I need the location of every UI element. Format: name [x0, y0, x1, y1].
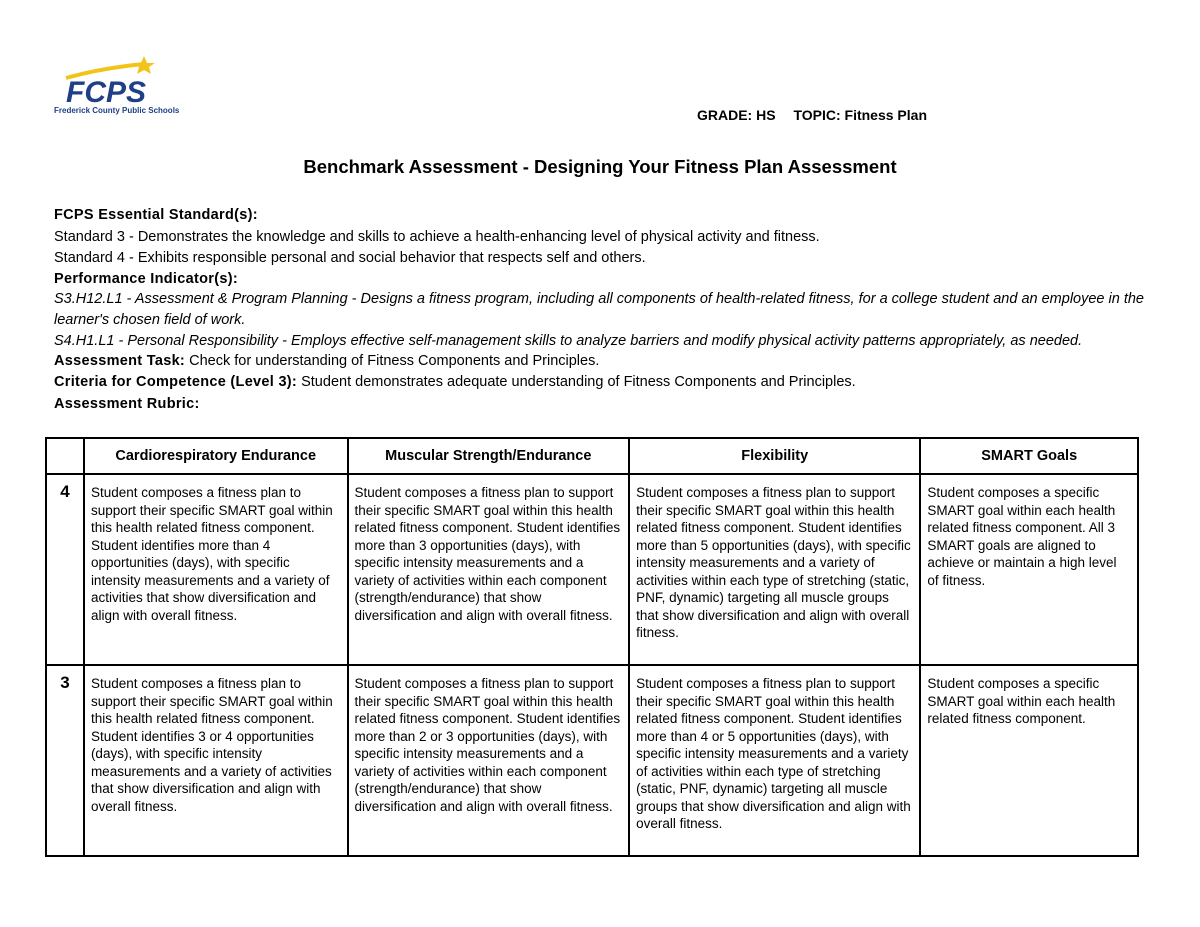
level-cell: 4: [46, 474, 84, 665]
table-row: [46, 474, 1138, 665]
rubric-cell: Student composes a specific SMART goal within each health related fitness component.: [920, 665, 1138, 856]
assessment-info: [54, 205, 1144, 415]
standard-item: Standard 3 - Demonstrates the knowledge and skills to achieve a health-enhancing level of physical activity and fitness.: [54, 228, 820, 245]
rubric-cell: Student composes a fitness plan to support their specific SMART goal within this health related fitness component. Student identifies more than 2 or 3 opportunities (days), with specific intensity measurements and a variety of activities within each component (strength/endurance) that show diversification and align with overall fitness.: [348, 665, 630, 856]
rubric-cell: Student composes a specific SMART goal within each health related fitness component. All 3 SMART goals are aligned to achieve or maintain a high level of fitness.: [920, 474, 1138, 665]
table-row: [46, 665, 1138, 856]
indicator-item: S4.H1.L1 - Personal Responsibility - Employs effective self-management skills to analyze barriers and modify physical activity patterns appropriately, as needed.: [54, 332, 1083, 349]
standard-item: Standard 4 - Exhibits responsible personal and social behavior that respects self and others.: [54, 250, 646, 266]
fcps-logo-graphic: [52, 56, 172, 106]
page-title: Benchmark Assessment - Designing Your Fitness Plan Assessment: [303, 156, 897, 177]
column-header: Muscular Strength/Endurance: [348, 438, 630, 474]
grade-label: GRADE: HS: [697, 107, 776, 123]
rubric-heading: Assessment Rubric:: [54, 395, 200, 412]
indicator-item: S3.H12.L1 - Assessment & Program Planning - Designs a fitness program, including all components of health-related fitness, for a college student and an employee in the learner's chosen field of work.: [54, 290, 1144, 328]
task-text: Check for understanding of Fitness Components and Principles.: [189, 352, 600, 369]
rubric-cell: Student composes a fitness plan to support their specific SMART goal within this health related fitness component. Student identifies more than 4 opportunities (days), with specific intensity measurements and a variety of activities that show diversification and align with overall fitness.: [84, 474, 348, 665]
task-label: Assessment Task:: [54, 352, 186, 369]
logo-text: FCPS: [66, 76, 147, 106]
rubric-header-row: [46, 438, 1138, 474]
star-icon: [133, 56, 155, 74]
level-column-header: [46, 438, 84, 474]
standards-heading: FCPS Essential Standard(s):: [54, 207, 258, 223]
rubric-table: [45, 437, 1139, 857]
level-cell: 3: [46, 665, 84, 856]
rubric-cell: Student composes a fitness plan to support their specific SMART goal within this health related fitness component. Student identifies more than 5 opportunities (days), with specific intensity measurements and a variety of activities within each type of stretching (static, PNF, dynamic) targeting all muscle groups that show diversification and align with overall fitness.: [629, 474, 920, 665]
criteria-label: Criteria for Competence (Level 3):: [54, 374, 298, 390]
column-header: SMART Goals: [920, 438, 1138, 474]
logo-subtitle: Frederick County Public Schools: [54, 106, 180, 115]
criteria-text: Student demonstrates adequate understanding of Fitness Components and Principles.: [301, 374, 856, 390]
rubric-cell: Student composes a fitness plan to support their specific SMART goal within this health related fitness component. Student identifies 3 or 4 opportunities (days), with specific intensity measurements and a variety of activities that show diversification and align with overall fitness.: [84, 665, 348, 856]
topic-label: TOPIC: Fitness Plan: [793, 107, 927, 123]
rubric-cell: Student composes a fitness plan to support their specific SMART goal within this health related fitness component. Student identifies more than 4 or 5 opportunities (days), with specific intensity measurements and a variety of activities within each type of stretching (static, PNF, dynamic) targeting all muscle groups that show diversification and align with overall fitness.: [629, 665, 920, 856]
grade-topic-line: [697, 107, 941, 123]
assessment-task: [54, 351, 1144, 373]
indicators-heading: Performance Indicator(s):: [54, 270, 238, 287]
column-header: Flexibility: [629, 438, 920, 474]
rubric-cell: Student composes a fitness plan to support their specific SMART goal within this health related fitness component. Student identifies more than 3 opportunities (days), with specific intensity measurements and a variety of activities within each component (strength/endurance) that show diversification and align with overall fitness.: [348, 474, 630, 665]
criteria: [54, 372, 1144, 394]
column-header: Cardiorespiratory Endurance: [84, 438, 348, 474]
